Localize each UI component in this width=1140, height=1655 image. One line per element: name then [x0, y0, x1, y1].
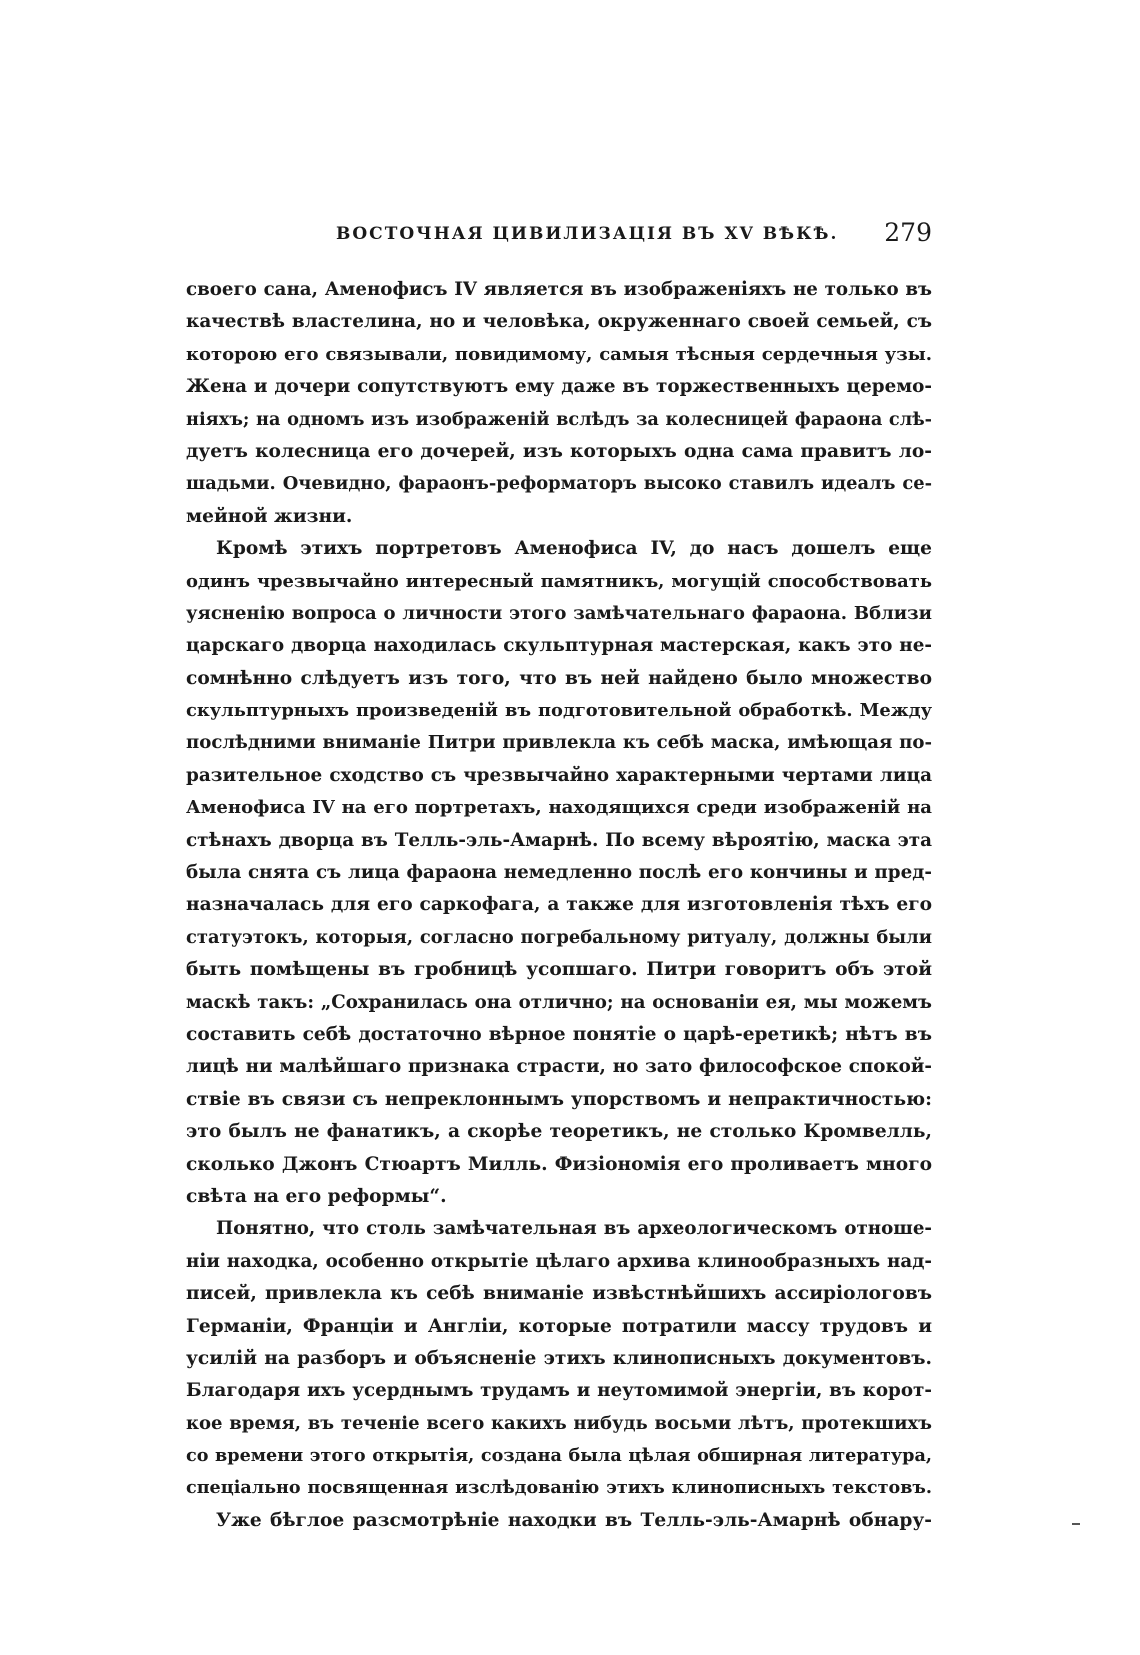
text-line: своего сана, Аменофисъ IV является въ изображеніяхъ не только въ — [186, 279, 932, 300]
text-line: качествѣ властелина, но и человѣка, окруженнаго своей семьей, съ — [186, 311, 932, 333]
text-line: царскаго дворца находилась скульптурная мастерская, какъ это не- — [186, 635, 932, 657]
paragraph-1 — [186, 274, 932, 533]
text-line: дуетъ колесница его дочерей, изъ которыхъ одна сама правитъ ло- — [186, 440, 932, 462]
text-line: одинъ чрезвычайно интересный памятникъ, могущій способствовать — [186, 570, 932, 592]
text-line: послѣдними вниманіе Питри привлекла къ себѣ маска, имѣющая по- — [186, 732, 932, 754]
text-line: сколько Джонъ Стюартъ Милль. Физіономія его проливаетъ много — [186, 1153, 932, 1175]
text-line: Германіи, Франціи и Англіи, которые потратили массу трудовъ и — [186, 1315, 932, 1337]
text-line: ніи находка, особенно открытіе цѣлаго архива клинообразныхъ над- — [186, 1250, 932, 1272]
text-line: уясненію вопроса о личности этого замѣчательнаго фараона. Вблизи — [186, 602, 932, 624]
text-line: назначалась для его саркофага, а также для изготовленія тѣхъ его — [186, 894, 932, 916]
text-line: Аменофиса IV на его портретахъ, находящихся среди изображеній на — [186, 797, 932, 819]
text-line: Понятно, что столь замѣчательная въ археологическомъ отноше- — [216, 1218, 932, 1240]
text-line: это былъ не фанатикъ, а скорѣе теоретикъ, не столько Кромвелль, — [186, 1121, 932, 1143]
text-line: была снята съ лица фараона немедленно послѣ его кончины и пред- — [186, 862, 932, 884]
page-header — [186, 218, 932, 252]
text-line: сомнѣнно слѣдуетъ изъ того, что въ ней найдено было множество — [186, 667, 932, 689]
text-line: спеціально посвященная изслѣдованію этихъ клинописныхъ текстовъ. — [186, 1478, 932, 1499]
body-text — [186, 274, 932, 1537]
text-line: быть помѣщены въ гробницѣ усопшаго. Питри говоритъ объ этой — [186, 959, 932, 981]
scan-edge-mark — [1072, 1523, 1080, 1525]
text-line: Кромѣ этихъ портретовъ Аменофиса IV, до насъ дошелъ еще — [216, 538, 932, 560]
text-line: со времени этого открытія, создана была цѣлая обширная литература, — [186, 1445, 932, 1467]
text-line: шадьми. Очевидно, фараонъ-реформаторъ высоко ставилъ идеалъ се- — [186, 473, 932, 495]
text-line: лицѣ ни малѣйшаго признака страсти, но зато философское спокой- — [186, 1056, 932, 1078]
text-line: составить себѣ достаточно вѣрное понятіе о царѣ-еретикѣ; нѣтъ въ — [186, 1023, 932, 1045]
text-line: маскѣ такъ: „Сохранилась она отлично; на основаніи ея, мы можемъ — [186, 991, 932, 1013]
text-line: скульптурныхъ произведеній въ подготовительной обработкѣ. Между — [186, 700, 932, 722]
text-line: которою его связывали, повидимому, самыя тѣсныя сердечныя узы. — [186, 343, 932, 365]
paragraph-2 — [186, 533, 932, 1213]
text-line: Благодаря ихъ усерднымъ трудамъ и неутомимой энергіи, въ корот- — [186, 1380, 932, 1402]
text-line: Жена и дочери сопутствуютъ ему даже въ торжественныхъ церемо- — [186, 376, 932, 398]
text-line: ніяхъ; на одномъ изъ изображеній вслѣдъ за колесницей фараона слѣ- — [186, 408, 932, 430]
text-line: кое время, въ теченіе всего какихъ нибудь восьми лѣтъ, протекшихъ — [186, 1412, 932, 1434]
text-line: мейной жизни. — [186, 505, 353, 527]
text-line: свѣта на его реформы“. — [186, 1185, 447, 1207]
text-line: ствіе въ связи съ непреклоннымъ упорствомъ и непрактичностью: — [186, 1088, 932, 1110]
text-line: писей, привлекла къ себѣ вниманіе извѣстнѣйшихъ ассиріологовъ — [186, 1283, 932, 1305]
text-line: статуэтокъ, которыя, согласно погребальному ритуалу, должны были — [186, 926, 932, 948]
text-line: Уже бѣглое разсмотрѣніе находки въ Телль-эль-Амарнѣ обнару- — [216, 1509, 932, 1531]
paragraph-3 — [186, 1213, 932, 1505]
text-line: стѣнахъ дворца въ Телль-эль-Амарнѣ. По всему вѣроятію, маска эта — [186, 829, 932, 851]
text-line: усилій на разборъ и объясненіе этихъ клинописныхъ документовъ. — [186, 1347, 932, 1369]
running-title: ВОСТОЧНАЯ ЦИВИЛИЗАЦІЯ ВЪ XV ВѢКѢ. — [336, 224, 839, 244]
text-line: разительное сходство съ чрезвычайно характерными чертами лица — [186, 764, 932, 786]
paragraph-4 — [186, 1505, 932, 1537]
page-number: 279 — [884, 218, 932, 247]
